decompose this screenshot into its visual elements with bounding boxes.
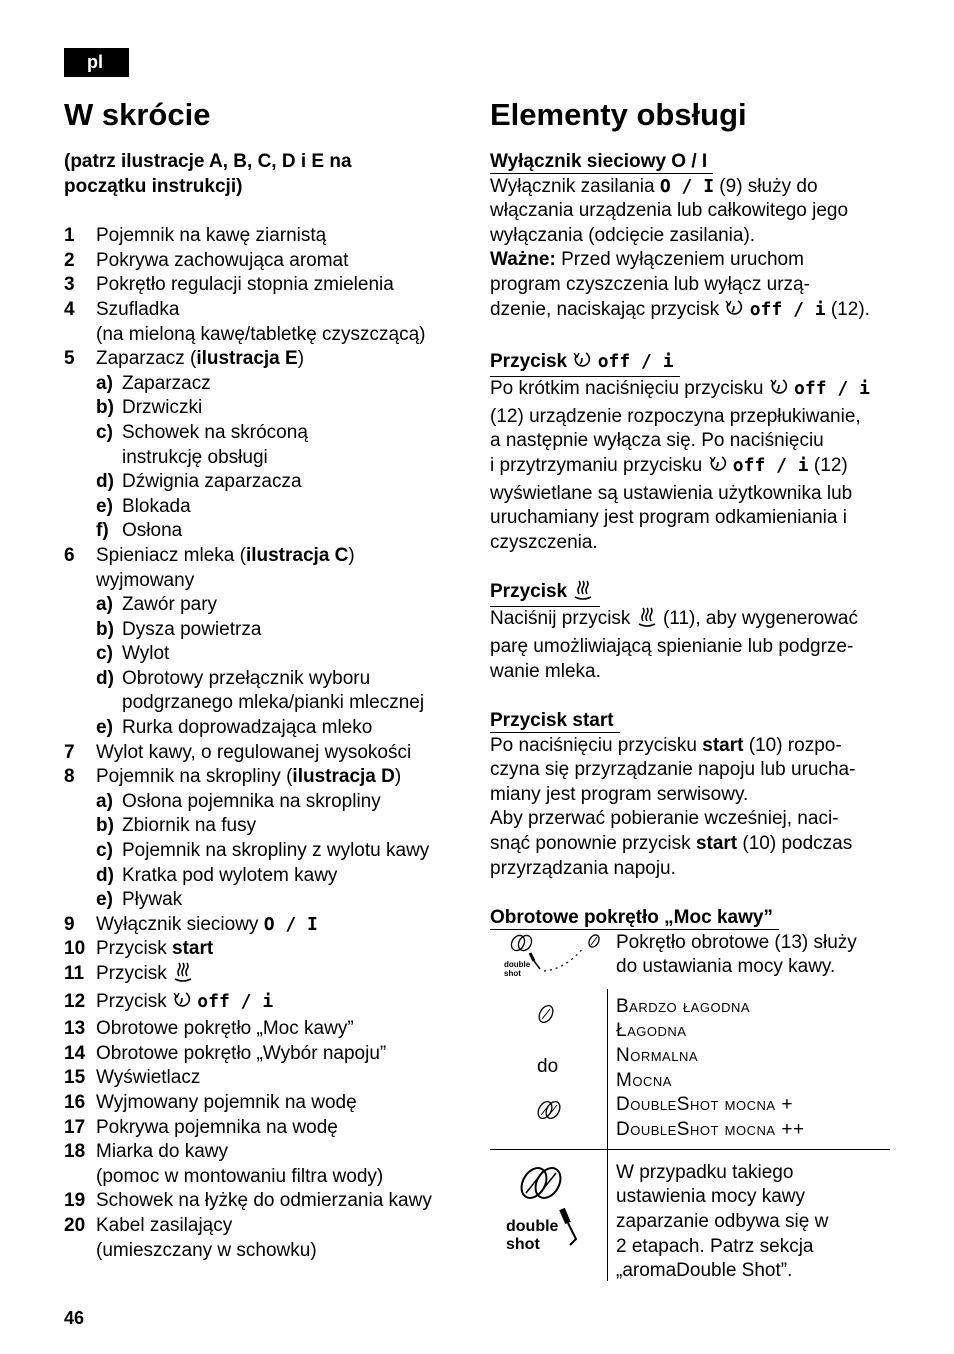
- section-title: Obrotowe pokrętło „Moc kawy”: [490, 907, 779, 930]
- sub-item: d) Obrotowy przełącznik wyboru podgrzanego mleka/pianki mlecznej: [96, 667, 425, 714]
- page-number: 46: [64, 1308, 85, 1328]
- overview-list: [64, 150, 464, 1263]
- range-label: do: [537, 1055, 559, 1077]
- double-shot-label-double: double: [506, 1217, 559, 1235]
- list-item: 10 Przycisk start: [64, 938, 214, 960]
- sub-item: a) Zawór pary: [96, 594, 218, 616]
- sub-item: c) Wylot: [96, 643, 170, 665]
- list-item: 3 Pokrętło regulacji stopnia zmielenia: [64, 274, 394, 296]
- list-item: 14 Obrotowe pokrętło „Wybór napoju”: [64, 1042, 387, 1064]
- controls-section: [490, 150, 895, 1303]
- strength-table: [490, 933, 890, 1303]
- list-item: 12 Przycisk off / i: [64, 990, 464, 1018]
- sub-item: c) Pojemnik na skropliny z wylotu kawy: [96, 840, 430, 862]
- sub-item: c) Schowek na skróconą instrukcję obsługi: [96, 421, 308, 468]
- strength-knob-section: [490, 906, 895, 1303]
- list-item: 16 Wyjmowany pojemnik na wodę: [64, 1091, 357, 1113]
- knob-label-shot: shot: [504, 968, 521, 978]
- power-switch-section: Wyłącznik sieciowy O / I Wyłącznik zasilania O / I (9) służy do włączania urządzenia lub całkowitego jego wyłączania (odcięcie zasilania). Ważne: Przed wyłączeniem uruchom program czyszczenia lub wyłącz urzą- dzenie, naciskając przycisk off / i (12).: [490, 150, 895, 325]
- sub-item: b) Dysza powietrza: [96, 618, 262, 640]
- list-item: 19 Schowek na łyżkę do odmierzania kawy: [64, 1190, 432, 1212]
- double-bean-icon: [534, 1098, 564, 1122]
- language-tab: pl: [64, 48, 129, 77]
- list-item: 20 Kabel zasilający (umieszczany w schowku): [64, 1214, 317, 1261]
- right-title: Elementy obsługi: [490, 97, 747, 132]
- strength-levels: [616, 995, 805, 1143]
- knob-label-double: double: [504, 959, 531, 969]
- strength-level: Bardzo łagodna: [616, 995, 751, 1017]
- list-item: 11 Przycisk: [64, 962, 464, 990]
- list-item: 2 Pokrywa zachowująca aromat: [64, 249, 349, 271]
- sub-item: b) Zbiornik na fusy: [96, 815, 257, 837]
- sub-item: f) Osłona: [96, 520, 183, 542]
- section-title: Przycisk: [490, 580, 600, 607]
- strength-level: DoubleShot mocna ++: [616, 1118, 805, 1140]
- strength-level: Łagodna: [616, 1020, 687, 1042]
- list-item: 9 Wyłącznik sieciowy O / I: [64, 913, 318, 935]
- list-item: 8 Pojemnik na skropliny (ilustracja D): [64, 766, 402, 788]
- sub-item: d) Kratka pod wylotem kawy: [96, 864, 338, 886]
- sub-item: a) Osłona pojemnika na skropliny: [96, 790, 381, 812]
- steam-icon: [636, 607, 658, 635]
- sub-item: d) Dźwignia zaparzacza: [96, 471, 302, 493]
- list-item: 1 Pojemnik na kawę ziarnistą: [64, 225, 327, 247]
- knob-description: Pokrętło obrotowe (13) służy do ustawiania mocy kawy.: [616, 931, 857, 978]
- list-item: 18 Miarka do kawy (pomoc w montowaniu filtra wody): [64, 1141, 384, 1187]
- list-item: 17 Pokrywa pojemnika na wodę: [64, 1116, 338, 1138]
- rinse-icon: [769, 377, 789, 405]
- sub-item: a) Zaparzacz: [96, 372, 211, 394]
- left-title: W skrócie: [64, 97, 211, 132]
- list-item: 5 Zaparzacz (ilustracja E): [64, 348, 305, 370]
- strength-level: DoubleShot mocna +: [616, 1094, 793, 1116]
- double-shot-description: W przypadku takiego ustawienia mocy kawy zaparzanie odbywa się w 2 etapach. Patrz sekcja „aromaDouble Shot”.: [616, 1161, 829, 1282]
- rinse-icon: [172, 990, 192, 1018]
- section-title: Przycisk start: [490, 710, 620, 733]
- sub-item: b) Drzwiczki: [96, 397, 203, 419]
- single-bean-icon: [587, 933, 601, 949]
- list-item: 15 Wyświetlacz: [64, 1067, 201, 1089]
- section-title: Wyłącznik sieciowy O / I: [490, 151, 713, 174]
- list-item: 13 Obrotowe pokrętło „Moc kawy”: [64, 1018, 354, 1040]
- list-item: 6 Spieniacz mleka (ilustracja C) wyjmowany: [64, 544, 355, 591]
- strength-level: Mocna: [616, 1069, 672, 1091]
- steam-icon: [172, 962, 194, 990]
- list-item: 4 Szufladka (na mieloną kawę/tabletkę czyszczącą): [64, 298, 426, 345]
- sub-item: e) Pływak: [96, 889, 183, 911]
- sub-item: e) Blokada: [96, 495, 191, 517]
- section-title: Przycisk off / i: [490, 350, 680, 377]
- rinse-icon: [708, 454, 728, 482]
- strength-knob-diagram: [496, 933, 608, 985]
- steam-icon: [572, 580, 594, 606]
- intro-note: (patrz ilustracje A, B, C, D i E na początku instrukcji): [64, 151, 352, 197]
- list-item: 7 Wylot kawy, o regulowanej wysokości: [64, 741, 412, 763]
- double-shot-icon: [502, 1157, 602, 1257]
- divider: [607, 989, 608, 1149]
- double-bean-icon: [509, 933, 534, 953]
- sub-item: e) Rurka doprowadzająca mleko: [96, 717, 373, 739]
- steam-button-section: Przycisk Naciśnij przycisk (11), aby wygenerować parę umożliwiającą spienianie lub podgrze- wanie mleka.: [490, 581, 859, 682]
- divider: [607, 1150, 608, 1281]
- rinse-icon: [724, 298, 744, 326]
- strength-level: Normalna: [616, 1045, 699, 1067]
- divider: [490, 1149, 890, 1150]
- start-button-section: Przycisk start Po naciśnięciu przycisku start (10) rozpo- czyna się przyrządzanie napoju lub urucha- miany jest program serwisowy. Aby przerwać pobieranie wcześniej, naci- snąć ponownie przycisk start (10) podczas przyrządzania napoju.: [490, 710, 856, 879]
- double-shot-label-shot: shot: [506, 1235, 540, 1253]
- off-button-section: Przycisk off / i Po krótkim naciśnięciu przycisku off / i (12) urządzenie rozpoczyna przepłukiwanie, a następnie wyłącza się. Po naciśnięciu i przytrzymaniu przycisku off / i (12) wyświetlane są ustawienia użytkownika lub uruchamiany jest program odkamieniania i czyszczenia.: [490, 351, 870, 553]
- rinse-icon: [572, 350, 592, 376]
- single-bean-icon: [536, 1003, 556, 1025]
